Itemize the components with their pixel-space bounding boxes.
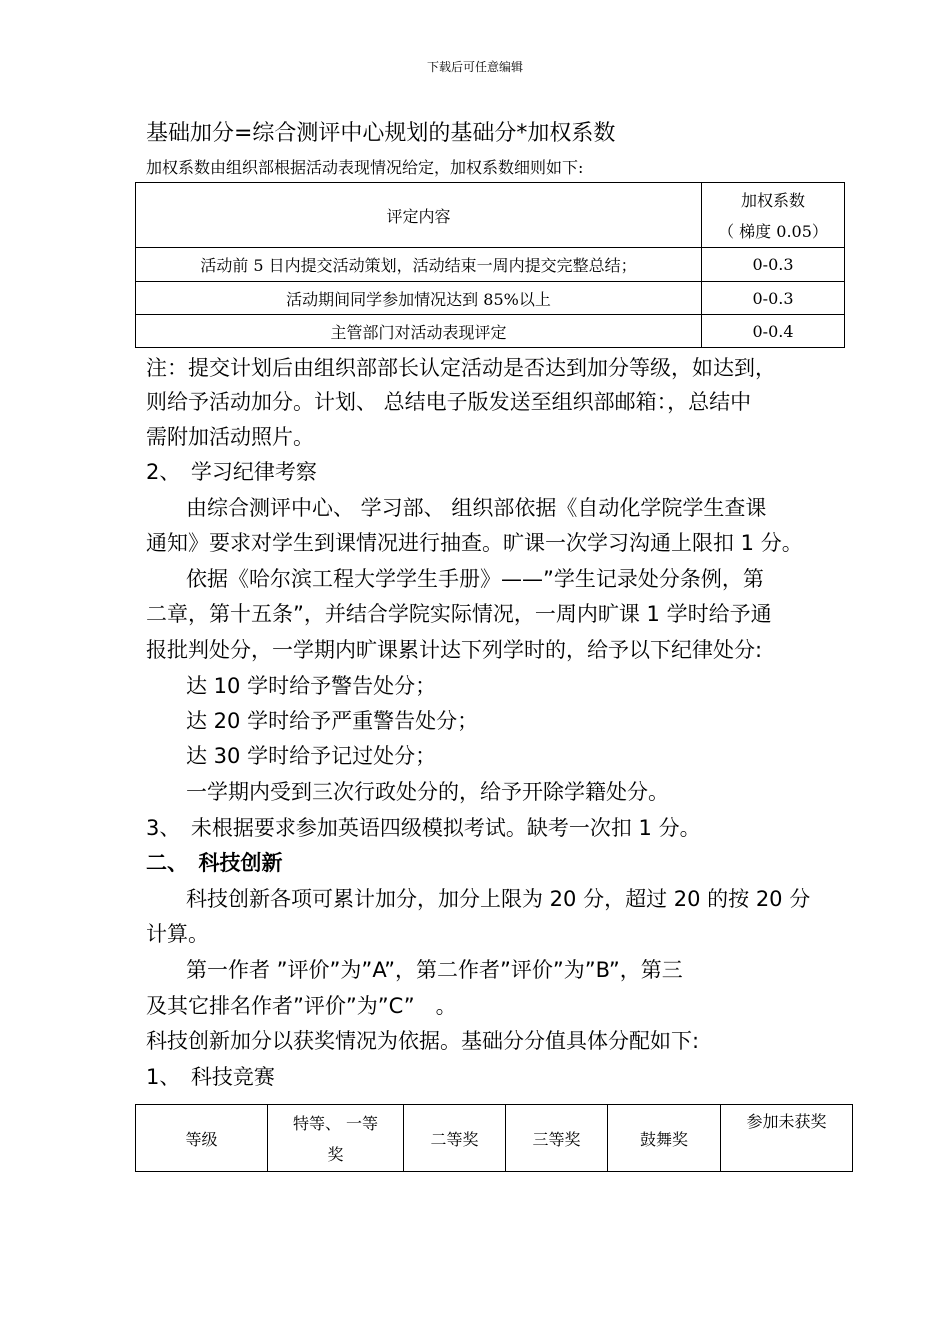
weight-header-line-1: 加权系数 bbox=[740, 191, 805, 210]
weight-intro: 加权系数由组织部根据活动表现情况给定，加权系数细则如下: bbox=[146, 158, 584, 177]
note-line-1: 注：提交计划后由组织部部长认定活动是否达到加分等级，如达到， bbox=[146, 356, 776, 380]
row-content: 活动前 5 日内提交活动策划，活动结束一周内提交完整总结； bbox=[136, 248, 702, 282]
page-header: 下载后可任意编辑 bbox=[426, 60, 523, 74]
para2-line-2: 二章，第十五条”，并结合学院实际情况，一周内旷课 1 学时给予通 bbox=[146, 602, 772, 626]
weight-header-line-2: （ 梯度 0.05） bbox=[718, 222, 828, 241]
penalty-item: 达 20 学时给予严重警告处分； bbox=[186, 709, 479, 733]
para2-line-3: 报批判处分，一学期内旷课累计达下列学时的，给予以下纪律处分: bbox=[146, 638, 763, 662]
section-3-line: 3、 未根据要求参加英语四级模拟考试。缺考一次扣 1 分。 bbox=[146, 816, 701, 840]
first-prize-line-2: 奖 bbox=[327, 1145, 344, 1164]
first-prize-line-1: 特等、 一等 bbox=[292, 1114, 379, 1133]
penalty-item: 一学期内受到三次行政处分的，给予开除学籍处分。 bbox=[186, 780, 669, 804]
tech-para-line-1: 科技创新各项可累计加分，加分上限为 20 分，超过 20 的按 20 分 bbox=[186, 887, 811, 911]
second-prize-header: 二等奖 bbox=[404, 1105, 506, 1172]
para1-line-2: 通知》要求对学生到课情况进行抽查。旷课一次学习沟通上限扣 1 分。 bbox=[146, 531, 803, 555]
row-weight: 0-0.3 bbox=[702, 282, 845, 315]
table-header-content: 评定内容 bbox=[136, 183, 702, 248]
grade-header: 等级 bbox=[136, 1105, 268, 1172]
penalty-item: 达 10 学时给予警告处分； bbox=[186, 674, 437, 698]
formula-line: 基础加分=综合测评中心规划的基础分*加权系数 bbox=[146, 121, 616, 146]
subsection-1-title: 1、 科技竞赛 bbox=[146, 1065, 275, 1089]
weight-table bbox=[135, 182, 845, 348]
row-weight: 0-0.3 bbox=[702, 248, 845, 282]
table-row bbox=[136, 315, 845, 348]
note-line-3: 需附加活动照片。 bbox=[146, 425, 314, 449]
participate-header: 参加未获奖 bbox=[721, 1105, 853, 1172]
row-content: 主管部门对活动表现评定 bbox=[136, 315, 702, 348]
row-content: 活动期间同学参加情况达到 85%以上 bbox=[136, 282, 702, 315]
section-2-title: 2、 学习纪律考察 bbox=[146, 460, 317, 484]
third-prize-header: 三等奖 bbox=[506, 1105, 608, 1172]
row-weight: 0-0.4 bbox=[702, 315, 845, 348]
note-line-2: 则给予活动加分。计划、 总结电子版发送至组织部邮箱：，总结中 bbox=[146, 390, 752, 414]
penalty-item: 达 30 学时给予记过处分； bbox=[186, 744, 437, 768]
award-table bbox=[135, 1104, 853, 1172]
author-line-2: 及其它排名作者”评价”为”C” 。 bbox=[146, 994, 457, 1018]
author-line-1: 第一作者 ”评价”为”A”，第二作者”评价”为”B”，第三 bbox=[186, 958, 683, 982]
chapter-2-title: 二、 科技创新 bbox=[146, 851, 283, 875]
tech-para-line-2: 计算。 bbox=[146, 922, 209, 946]
para2-line-1: 依据《哈尔滨工程大学学生手册》——”学生记录处分条例，第 bbox=[186, 567, 764, 591]
encourage-prize-header: 鼓舞奖 bbox=[608, 1105, 721, 1172]
para1-line-1: 由综合测评中心、 学习部、 组织部依据《自动化学院学生查课 bbox=[186, 496, 767, 520]
table-row bbox=[136, 282, 845, 315]
table-header-weight bbox=[702, 183, 845, 248]
table-row bbox=[136, 248, 845, 282]
basis-line: 科技创新加分以获奖情况为依据。基础分分值具体分配如下: bbox=[146, 1029, 700, 1053]
first-prize-header bbox=[268, 1105, 404, 1172]
